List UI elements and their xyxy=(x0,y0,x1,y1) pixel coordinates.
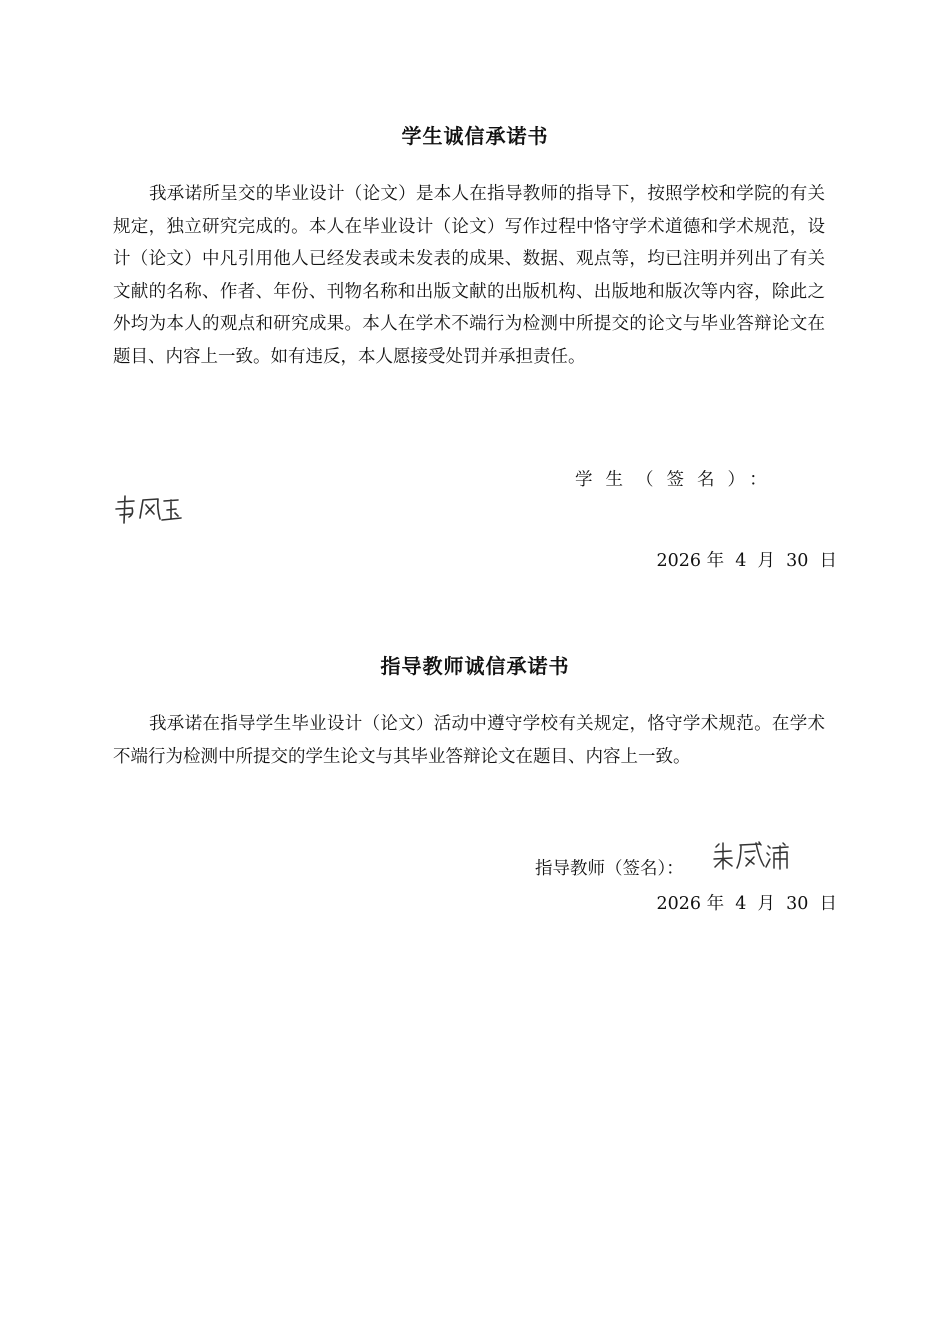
teacher-pledge-title: 指导教师诚信承诺书 xyxy=(380,654,570,678)
student-handwritten-signature xyxy=(112,490,192,526)
student-pledge-title: 学生诚信承诺书 xyxy=(401,124,549,148)
student-date: 2026 年 4 月 30 日 xyxy=(656,551,837,571)
teacher-signature-label: 指导教师（签名）： xyxy=(535,859,684,879)
teacher-date: 2026 年 4 月 30 日 xyxy=(656,894,837,914)
student-pledge-body: 我承诺所呈交的毕业设计（论文）是本人在指导教师的指导下，按照学校和学院的有关规定，独立研究完成的。本人在毕业设计（论文）写作过程中恪守学术道德和学术规范，设计（论文）中凡引用他人已经发表或未发表的成果、数据、观点等，均已注明并列出了有关文献的名称、作者、年份、刊物名称和出版文献的出版机构、出版地和版次等内容，除此之外均为本人的观点和研究成果。本人在学术不端行为检测中所提交的论文与毕业答辩论文在题目、内容上一致。如有违反，本人愿接受处罚并承担责任。 xyxy=(113,184,825,367)
student-signature-label: 学生（签名）： xyxy=(575,470,780,490)
teacher-pledge-body: 我承诺在指导学生毕业设计（论文）活动中遵守学校有关规定，恪守学术规范。在学术不端行为检测中所提交的学生论文与其毕业答辩论文在题目、内容上一致。 xyxy=(113,714,825,767)
teacher-handwritten-signature xyxy=(710,838,792,872)
